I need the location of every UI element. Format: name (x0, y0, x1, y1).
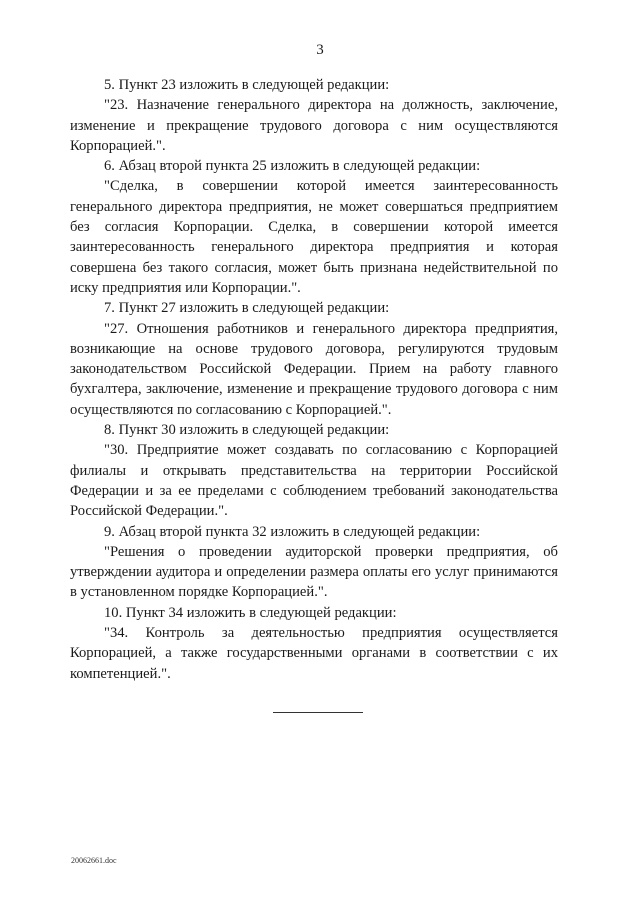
paragraph: "27. Отношения работников и генерального директора предприятия, возникающие на основе трудового договора, регулируются трудовым законодательством Российской Федерации. Прием на работу главного бухгалтера, заключение, изменение и прекращение трудового договора с ним осуществляются по согласованию с Корпорацией.". (70, 320, 558, 418)
end-divider (273, 712, 363, 713)
paragraph: 8. Пункт 30 изложить в следующей редакции: (104, 422, 390, 439)
document-body (70, 75, 558, 684)
paragraph: 9. Абзац второй пункта 32 изложить в следующей редакции: (104, 523, 481, 540)
paragraph: "23. Назначение генерального директора на должность, заключение, изменение и прекращение трудового договора с ним осуществляются Корпорацией.". (70, 97, 558, 154)
paragraph: "Решения о проведении аудиторской проверки предприятия, об утверждении аудитора и определении размера оплаты его услуг принимаются в установленном порядке Корпорацией.". (70, 543, 558, 601)
paragraph: "34. Контроль за деятельностью предприятия осуществляется Корпорацией, а также государственными органами в соответствии с их компетенцией.". (70, 625, 558, 682)
paragraph: 5. Пункт 23 изложить в следующей редакции: (104, 77, 390, 93)
document-code: 20062661.doc (71, 856, 117, 865)
paragraph: 10. Пункт 34 изложить в следующей редакции: (104, 604, 397, 621)
paragraph: "30. Предприятие может создавать по согласованию с Корпорацией филиалы и открывать представительства на территории Российской Федерации и за ее пределами с соблюдением требований законодательства Российской Федерации.". (70, 442, 558, 520)
page-number: 3 (316, 42, 324, 58)
paragraph: "Сделка, в совершении которой имеется заинтересованность генерального директора предприятия, не может совершаться предприятием без согласия Корпорации. Сделка, в совершении которой имеется заинтересованность генерального директора предприятия и которая совершена без такого согласия, может быть признана недействительной по иску предприятия или Корпорации.". (70, 178, 558, 296)
paragraph: 6. Абзац второй пункта 25 изложить в следующей редакции: (104, 158, 481, 175)
paragraph: 7. Пункт 27 изложить в следующей редакции: (104, 300, 390, 317)
